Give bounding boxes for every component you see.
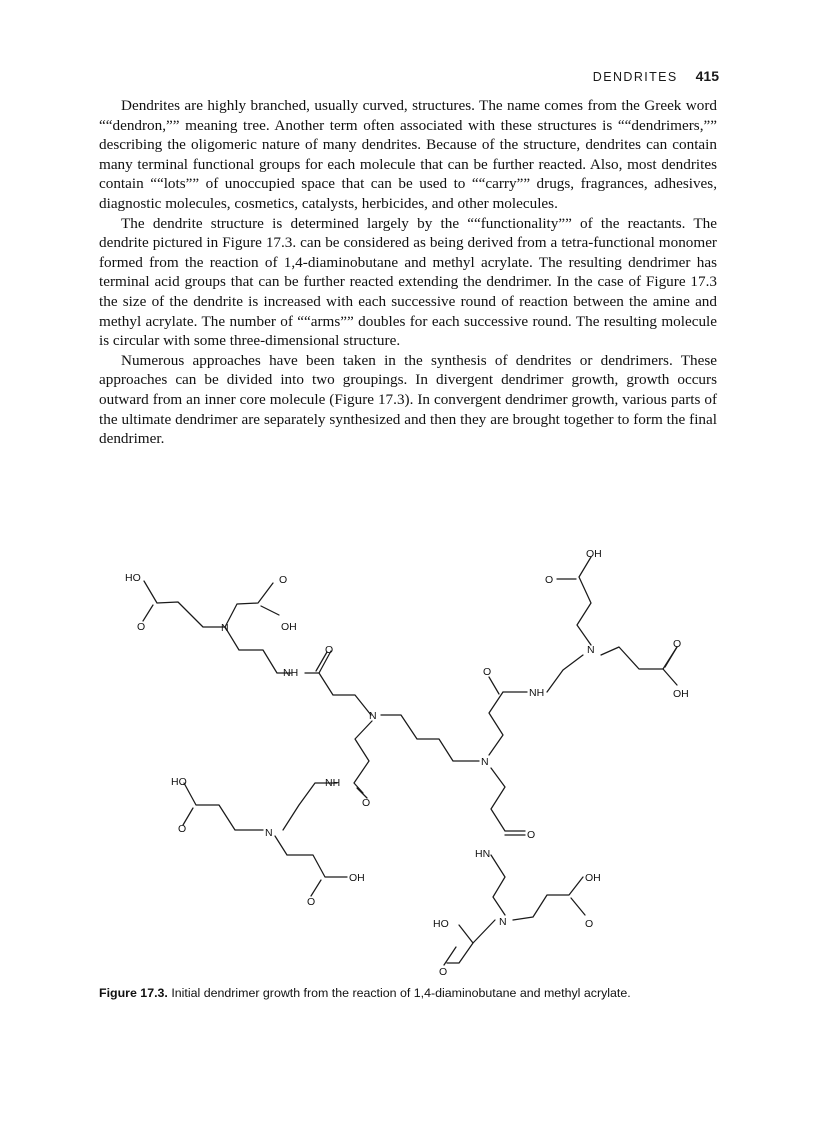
atom-label-o: O: [439, 966, 448, 978]
atom-label-n: N: [587, 644, 595, 656]
atom-label-n: N: [369, 710, 377, 722]
atom-label-oh: OH: [349, 872, 365, 884]
bond: [319, 673, 371, 715]
atom-label-o: O: [527, 829, 536, 841]
bond: [144, 581, 273, 627]
bond: [547, 655, 583, 692]
figure-caption: [99, 985, 719, 1002]
bond: [663, 669, 677, 685]
double-bond: [665, 647, 677, 667]
figure-dendrimer-structure: [99, 535, 739, 980]
atom-label-n: N: [221, 622, 229, 634]
bond: [225, 627, 291, 673]
atom-label-hn: HN: [475, 848, 491, 860]
bond: [275, 836, 347, 877]
body-text: [99, 96, 717, 449]
atom-label-o: O: [307, 896, 316, 908]
double-bond: [143, 605, 153, 621]
bond: [513, 877, 583, 920]
bond: [491, 855, 505, 915]
double-bond: [489, 677, 499, 694]
bond: [577, 557, 591, 645]
atom-label-n: N: [499, 916, 507, 928]
atom-label-o: O: [483, 666, 492, 678]
running-title: DENDRITES: [592, 70, 678, 84]
paragraph-2: The dendrite structure is determined largely by the ““functionality”” of the reactants. The dendrite pictured in Figure 17.3. can be considered as being derived from a tetra-functional monomer formed from the reaction of 1,4-diaminobutane and methyl acrylate. The resulting dendrimer has terminal acid groups that can be further reacted extending the dendrimer. In the case of Figure 17.3 the size of the dendrite is increased with each successive round of reaction between the amine and methyl acrylate. The number of ““arms”” doubles for each successive round. The resulting molecule is circular with some three-dimensional structure.: [99, 214, 717, 350]
atom-label-o: O: [178, 823, 187, 835]
atom-label-n: N: [265, 827, 273, 839]
bond: [489, 692, 503, 755]
paragraph-1: Dendrites are highly branched, usually curved, structures. The name comes from the Greek word ““dendron,”” meaning tree. Another term often associated with these structures is ““dendrimers,”” describing the oligomeric nature of many dendrites. Because of the structure, dendrites can contain many terminal functional groups for each molecule that can be further reacted. Also, most dendrites contain ““lots”” of unoccupied space that can be used to ““carry”” drugs, fragrances, adhesives, diagnostic molecules, cosmetics, catalysts, herbicides, and other molecules.: [99, 97, 717, 212]
atom-label-o: O: [585, 918, 594, 930]
atom-label-o: O: [545, 574, 554, 586]
caption-label: Figure 17.3.: [99, 986, 168, 1000]
atom-label-ho: HO: [433, 918, 449, 930]
atom-label-o: O: [137, 621, 146, 633]
double-bond: [444, 947, 456, 965]
atom-label-o: O: [673, 638, 682, 650]
double-bond: [311, 880, 321, 896]
bond: [459, 920, 495, 943]
paragraph-3: Numerous approaches have been taken in the synthesis of dendrites or dendrimers. These approaches can be divided into two groupings. In divergent dendrimer growth, growth occurs outward from an inner core molecule (Figure 17.3). In convergent dendrimer growth, various parts of the ultimate dendrimer are separately synthesized and then they are brought together to form the final dendrimer.: [99, 351, 717, 448]
bond: [491, 768, 525, 831]
bond: [354, 721, 372, 793]
atom-label-nh: NH: [283, 667, 299, 679]
atom-label-nh: NH: [325, 777, 341, 789]
atom-label-oh: OH: [585, 872, 601, 884]
atom-label-o: O: [325, 644, 334, 656]
dendrimer-structure-diagram: [99, 535, 739, 980]
atom-label-oh: OH: [586, 548, 602, 560]
atom-label-oh: OH: [281, 621, 297, 633]
atom-label-nh: NH: [529, 687, 545, 699]
double-bond: [261, 606, 279, 615]
atom-label-n: N: [481, 756, 489, 768]
caption-text: Initial dendrimer growth from the reaction of 1,4-diaminobutane and methyl acrylate.: [171, 986, 631, 1000]
running-head: [593, 68, 719, 84]
page-number: 415: [695, 68, 719, 84]
atom-label-oh: OH: [673, 688, 689, 700]
atom-label-o: O: [362, 797, 371, 809]
bond: [184, 783, 263, 830]
double-bond: [571, 898, 585, 915]
bond: [381, 715, 479, 761]
atom-label-o: O: [279, 574, 288, 586]
atom-label-ho: HO: [171, 776, 187, 788]
atom-label-ho: HO: [125, 572, 141, 584]
bond: [447, 943, 473, 963]
bond: [283, 783, 337, 830]
